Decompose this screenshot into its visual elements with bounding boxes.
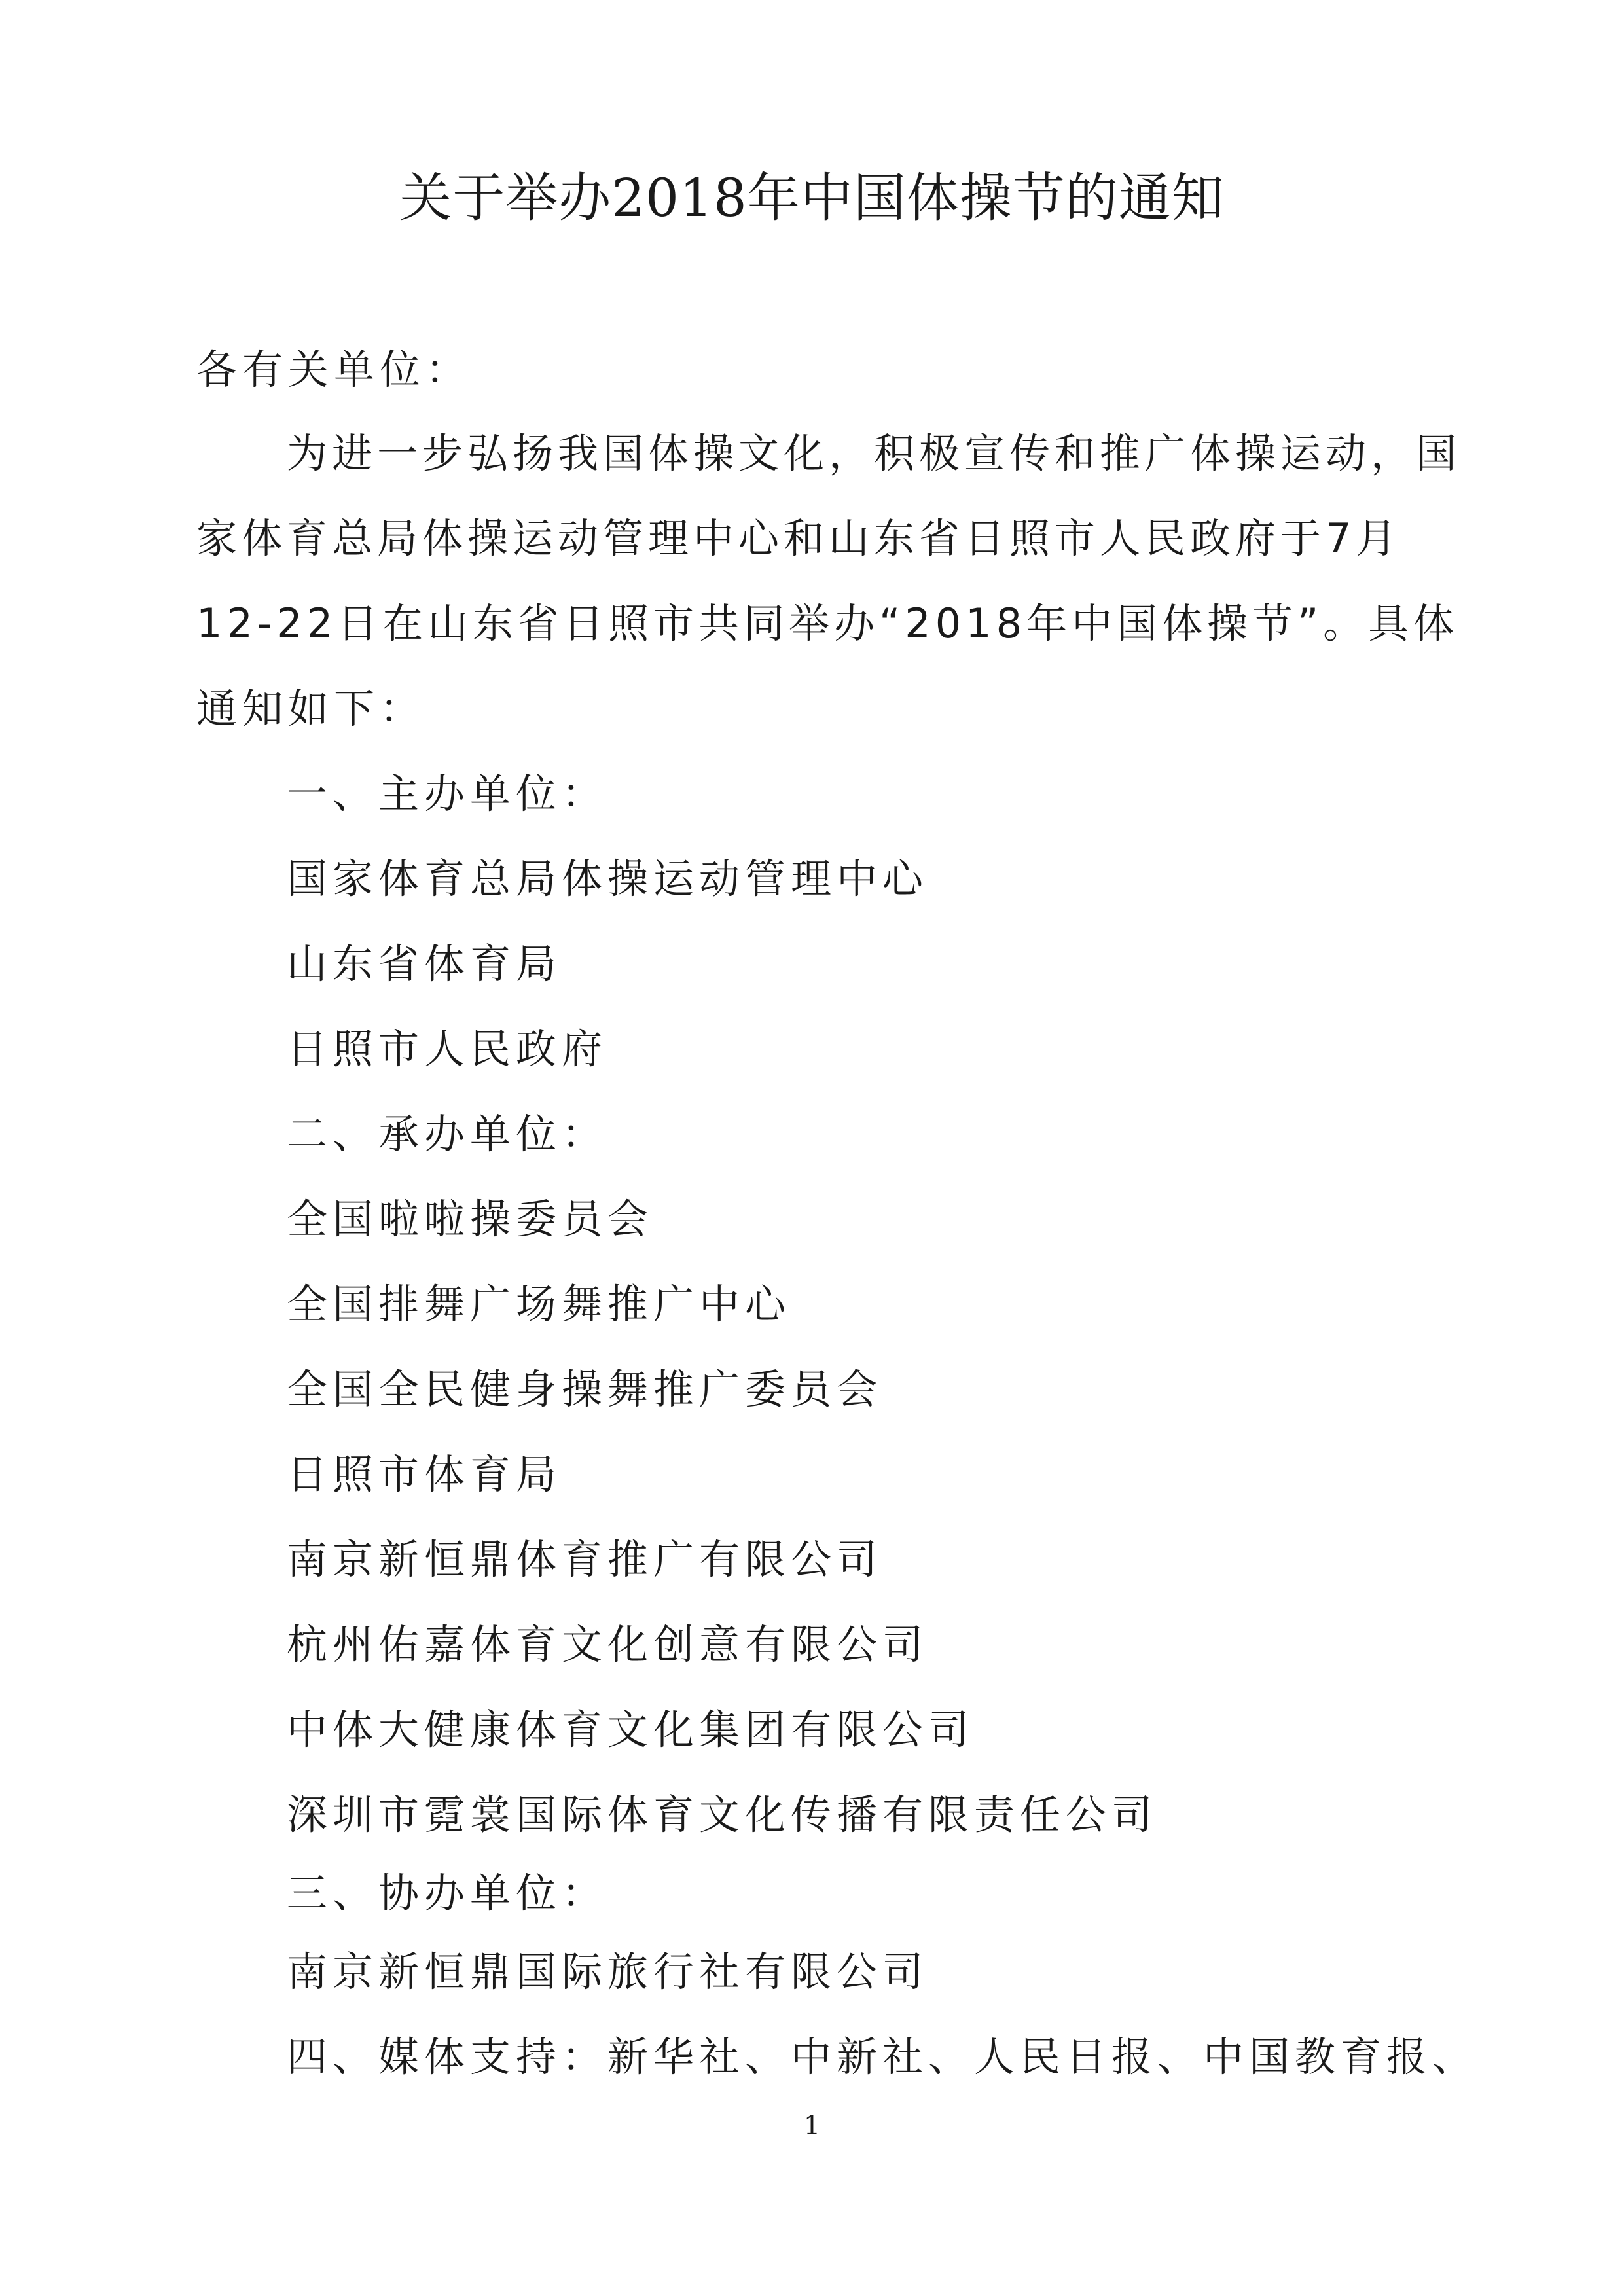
salutation: 各有关单位： xyxy=(196,346,472,393)
organizer-item: 中体大健康体育文化集团有限公司 xyxy=(287,1706,975,1753)
intro-line-4: 通知如下： xyxy=(196,685,426,732)
co-organizers-heading: 三、协办单位： xyxy=(287,1869,608,1917)
document-title: 关于举办2018年中国体操节的通知 xyxy=(399,168,1225,228)
organizer-item: 深圳市霓裳国际体育文化传播有限责任公司 xyxy=(287,1791,1158,1839)
organizers-heading: 二、承办单位： xyxy=(287,1110,608,1158)
sponsor-item: 山东省体育局 xyxy=(287,940,562,988)
co-organizer-item: 南京新恒鼎国际旅行社有限公司 xyxy=(287,1948,929,1996)
media-support-line: 四、媒体支持：新华社、中新社、人民日报、中国教育报、 xyxy=(287,2033,1479,2081)
intro-line-3: 12-22日在山东省日照市共同举办“2018年中国体操节”。具体 xyxy=(196,600,1459,647)
organizer-item: 全国全民健身操舞推广委员会 xyxy=(287,1365,883,1413)
organizer-item: 全国排舞广场舞推广中心 xyxy=(287,1280,791,1328)
intro-line-1: 为进一步弘扬我国体操文化，积极宣传和推广体操运动，国 xyxy=(287,429,1462,477)
organizer-item: 全国啦啦操委员会 xyxy=(287,1195,654,1243)
organizer-item: 南京新恒鼎体育推广有限公司 xyxy=(287,1535,883,1583)
sponsor-item: 日照市人民政府 xyxy=(287,1025,608,1073)
organizer-item: 杭州佑嘉体育文化创意有限公司 xyxy=(287,1621,929,1668)
page-number: 1 xyxy=(803,2111,821,2141)
sponsors-heading: 一、主办单位： xyxy=(287,770,608,817)
sponsor-item: 国家体育总局体操运动管理中心 xyxy=(287,855,929,903)
intro-line-2: 家体育总局体操运动管理中心和山东省日照市人民政府于7月 xyxy=(196,514,1401,562)
organizer-item: 日照市体育局 xyxy=(287,1450,562,1498)
